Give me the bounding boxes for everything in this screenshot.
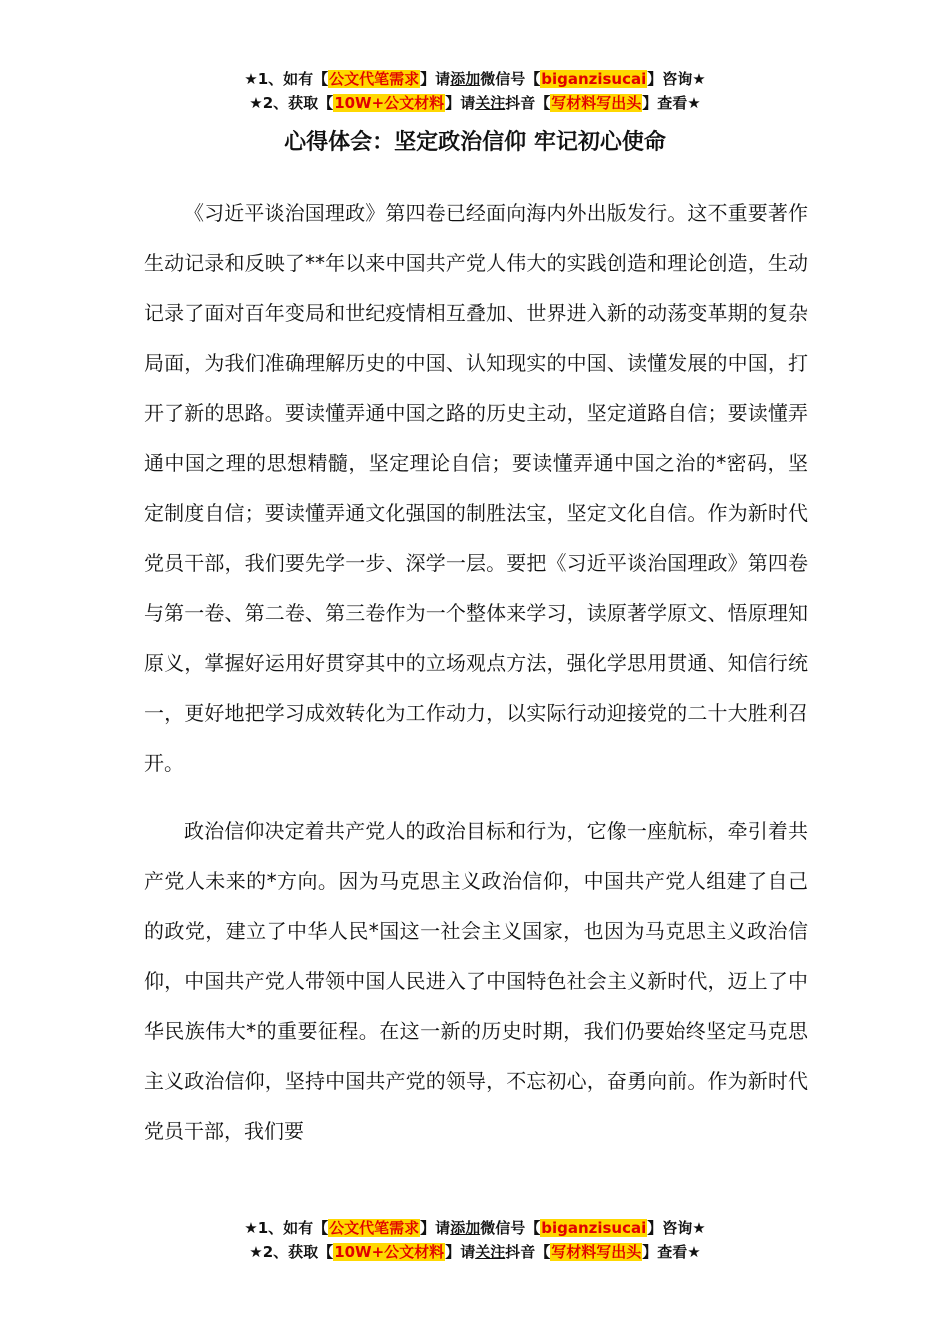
banner-text: 】查看★ [642,94,701,112]
banner-text: 】查看★ [642,1243,701,1261]
banner-text: ★2、获取【 [249,94,334,112]
banner-highlight: 10W+公文材料 [334,94,445,112]
header-banner [0,67,950,115]
footer-banner [0,1216,950,1264]
banner-highlight: 10W+公文材料 [334,1243,445,1261]
banner-highlight: biganzisucai [541,70,647,88]
banner-line-2 [0,91,950,115]
banner-underline: 关注 [475,94,506,112]
banner-text: 】咨询★ [647,70,706,88]
banner-text: ★1、如有【 [244,70,329,88]
banner-line-1 [0,67,950,91]
banner-text: 微信号【 [480,70,541,88]
banner-highlight: 写材料写出头 [551,94,642,112]
banner-underline: 添加 [450,1219,481,1237]
banner-text: 】请 [420,70,451,88]
document-body [144,188,808,1156]
banner-text: 抖音【 [505,94,551,112]
banner-highlight: 公文代笔需求 [329,70,420,88]
banner-underline: 添加 [450,70,481,88]
banner-highlight: 写材料写出头 [551,1243,642,1261]
banner-line-2 [0,1240,950,1264]
banner-underline: 关注 [475,1243,506,1261]
banner-text: 】请 [445,94,476,112]
banner-text: 】请 [445,1243,476,1261]
paragraph: 政治信仰决定着共产党人的政治目标和行为，它像一座航标，牵引着共产党人未来的*方向。因为马克思主义政治信仰，中国共产党人组建了自己的政党，建立了中华人民*国这一社会主义国家，也因为马克思主义政治信仰，中国共产党人带领中国人民进入了中国特色社会主义新时代，迈上了中华民族伟大*的重要征程。在这一新的历史时期，我们仍要始终坚定马克思主义政治信仰，坚持中国共产党的领导，不忘初心，奋勇向前。作为新时代党员干部，我们要 [144,819,808,1143]
banner-text: 抖音【 [505,1243,551,1261]
paragraph: 《习近平谈治国理政》第四卷已经面向海内外出版发行。这不重要著作生动记录和反映了**年以来中国共产党人伟大的实践创造和理论创造，生动记录了面对百年变局和世纪疫情相互叠加、世界进入新的动荡变革期的复杂局面，为我们准确理解历史的中国、认知现实的中国、读懂发展的中国，打开了新的思路。要读懂弄通中国之路的历史主动，坚定道路自信；要读懂弄通中国之理的思想精髓，坚定理论自信；要读懂弄通中国之治的*密码，坚定制度自信；要读懂弄通文化强国的制胜法宝，坚定文化自信。作为新时代党员干部，我们要先学一步、深学一层。要把《习近平谈治国理政》第四卷与第一卷、第二卷、第三卷作为一个整体来学习，读原著学原文、悟原理知原义，掌握好运用好贯穿其中的立场观点方法，强化学思用贯通、知信行统一，更好地把学习成效转化为工作动力，以实际行动迎接党的二十大胜利召开。 [144,201,808,775]
banner-text: 】咨询★ [647,1219,706,1237]
banner-text: 】请 [420,1219,451,1237]
document-title: 心得体会：坚定政治信仰 牢记初心使命 [284,130,666,155]
banner-line-1 [0,1216,950,1240]
banner-highlight: 公文代笔需求 [329,1219,420,1237]
banner-text: ★1、如有【 [244,1219,329,1237]
banner-text: ★2、获取【 [249,1243,334,1261]
banner-highlight: biganzisucai [541,1219,647,1237]
banner-text: 微信号【 [480,1219,541,1237]
